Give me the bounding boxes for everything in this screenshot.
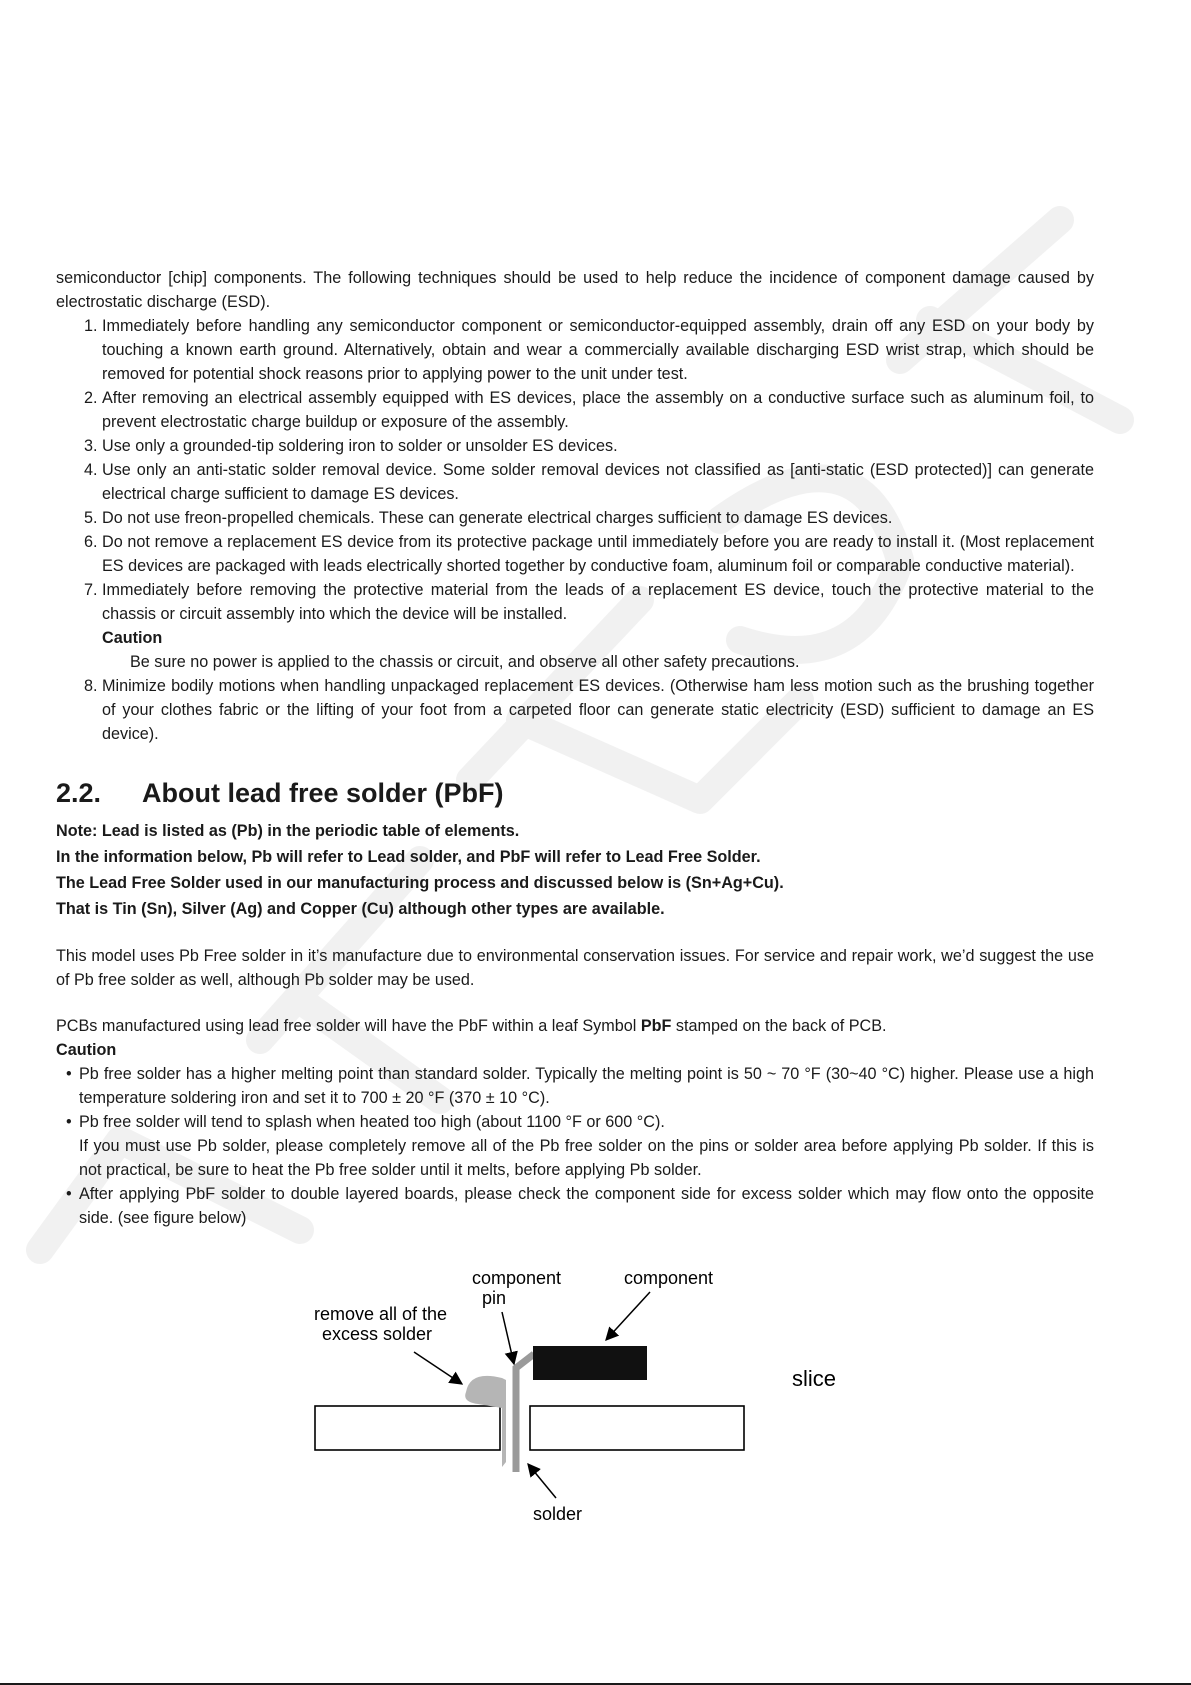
notes-block: [56, 818, 1094, 922]
arrow-component: [606, 1292, 650, 1340]
note-line: The Lead Free Solder used in our manufacturing process and discussed below is (Sn+Ag+Cu).: [56, 874, 784, 892]
pcb-paragraph: [56, 1014, 1094, 1038]
label-component-pin-line2: pin: [482, 1288, 507, 1308]
list-item: [79, 1110, 1094, 1182]
pcb-board-right: [530, 1406, 744, 1450]
caution-text: Be sure no power is applied to the chassis or circuit, and observe all other safety precautions.: [130, 653, 800, 671]
section-number: 2.2.: [56, 778, 102, 808]
pbf-symbol: PbF: [640, 1017, 672, 1035]
solder-slice-figure: [290, 1262, 850, 1532]
list-item: • After applying PbF solder to double layered boards, please check the component side for excess solder which may flow onto the opposite side. (see figure below): [79, 1182, 1094, 1230]
list-item: 2. After removing an electrical assembly equipped with ES devices, place the assembly on a conductive surface such as aluminum foil, to prevent electrostatic charge buildup or exposure of the assembly.: [102, 386, 1094, 434]
label-component-pin-line1: component: [472, 1268, 562, 1288]
esd-steps-list: [56, 314, 1094, 746]
bullet-text: Pb free solder will tend to splash when heated too high (about 1100 °F or 600 °C).: [79, 1113, 665, 1131]
caution-bullets: [56, 1062, 1094, 1230]
caution-heading: Caution: [56, 1041, 117, 1059]
note-line: In the information below, Pb will refer to Lead solder, and PbF will refer to Lead Free Solder.: [56, 848, 761, 866]
list-item: 5. Do not use freon-propelled chemicals. These can generate electrical charges sufficient to damage ES devices.: [102, 506, 1094, 530]
arrow-remove-excess: [414, 1352, 462, 1384]
intro-paragraph: semiconductor [chip] components. The following techniques should be used to help reduce the incidence of component damage caused by electrostatic discharge (ESD).: [56, 269, 1094, 311]
list-item: • Pb free solder has a higher melting point than standard solder. Typically the melting point is 50 ~ 70 °F (30~40 °C) higher. Please use a high temperature soldering iron and set it to 700 ± 20 °F (370 ± 10 °C).: [79, 1062, 1094, 1110]
list-item: 1. Immediately before handling any semiconductor component or semiconductor-equipped assembly, drain off any ESD on your body by touching a known earth ground. Alternatively, obtain and wear a commercially available discharging ESD wrist strap, which should be removed for potential shock reasons prior to applying power to the unit under test.: [102, 314, 1094, 386]
list-item: [102, 578, 1094, 674]
label-component: component: [624, 1268, 714, 1288]
list-item: 8. Minimize bodily motions when handling unpackaged replacement ES devices. (Otherwise ham less motion such as the brushing together of your clothes fabric or the lifting of your foot from a carpeted floor can generate static electricity (ESD) sufficient to damage an ES device).: [102, 674, 1094, 746]
pcb-text-after: stamped on the back of PCB.: [671, 1017, 887, 1035]
list-item: 3. Use only a grounded-tip soldering iron to solder or unsolder ES devices.: [102, 434, 1094, 458]
bullet-extra-text: If you must use Pb solder, please completely remove all of the Pb free solder on the pins or solder area before applying Pb solder. If this is not practical, be sure to heat the Pb free solder until it melts, before applying Pb solder.: [79, 1137, 1094, 1179]
label-solder: solder: [533, 1504, 583, 1524]
section-title: About lead free solder (PbF): [142, 778, 504, 808]
section-heading: [56, 776, 1094, 810]
list-item: 4. Use only an anti-static solder removal device. Some solder removal devices not classified as [anti-static (ESD protected)] can generate electrical charge sufficient to damage ES devices.: [102, 458, 1094, 506]
pcb-text-before: PCBs manufactured using lead free solder will have the PbF within a leaf Symbol: [56, 1017, 641, 1035]
list-item: 6. Do not remove a replacement ES device from its protective package until immediately before you are ready to install it. (Most replacement ES devices are packaged with leads electrically shorted together by conductive foam, aluminum foil or comparable conductive material).: [102, 530, 1094, 578]
label-remove-excess-line2: excess solder: [322, 1324, 433, 1344]
label-remove-excess-line1: remove all of the: [314, 1304, 448, 1324]
component-block: [533, 1346, 647, 1380]
step-text: Immediately before removing the protective material from the leads of a replacement ES device, touch the protective material to the chassis or circuit assembly into which the device will be installed.: [102, 581, 1094, 623]
caution-heading: Caution: [102, 629, 163, 647]
pcb-board-left: [315, 1406, 500, 1450]
note-line: That is Tin (Sn), Silver (Ag) and Copper (Cu) although other types are available.: [56, 900, 665, 918]
pbf-paragraph: This model uses Pb Free solder in it’s manufacture due to environmental conservation issues. For service and repair work, we’d suggest the use of Pb free solder as well, although Pb solder may be used.: [56, 947, 1094, 989]
label-slice: slice: [792, 1366, 837, 1391]
arrow-solder: [528, 1464, 556, 1498]
note-line: Note: Lead is listed as (Pb) in the periodic table of elements.: [56, 822, 520, 840]
arrow-component-pin: [502, 1312, 514, 1364]
